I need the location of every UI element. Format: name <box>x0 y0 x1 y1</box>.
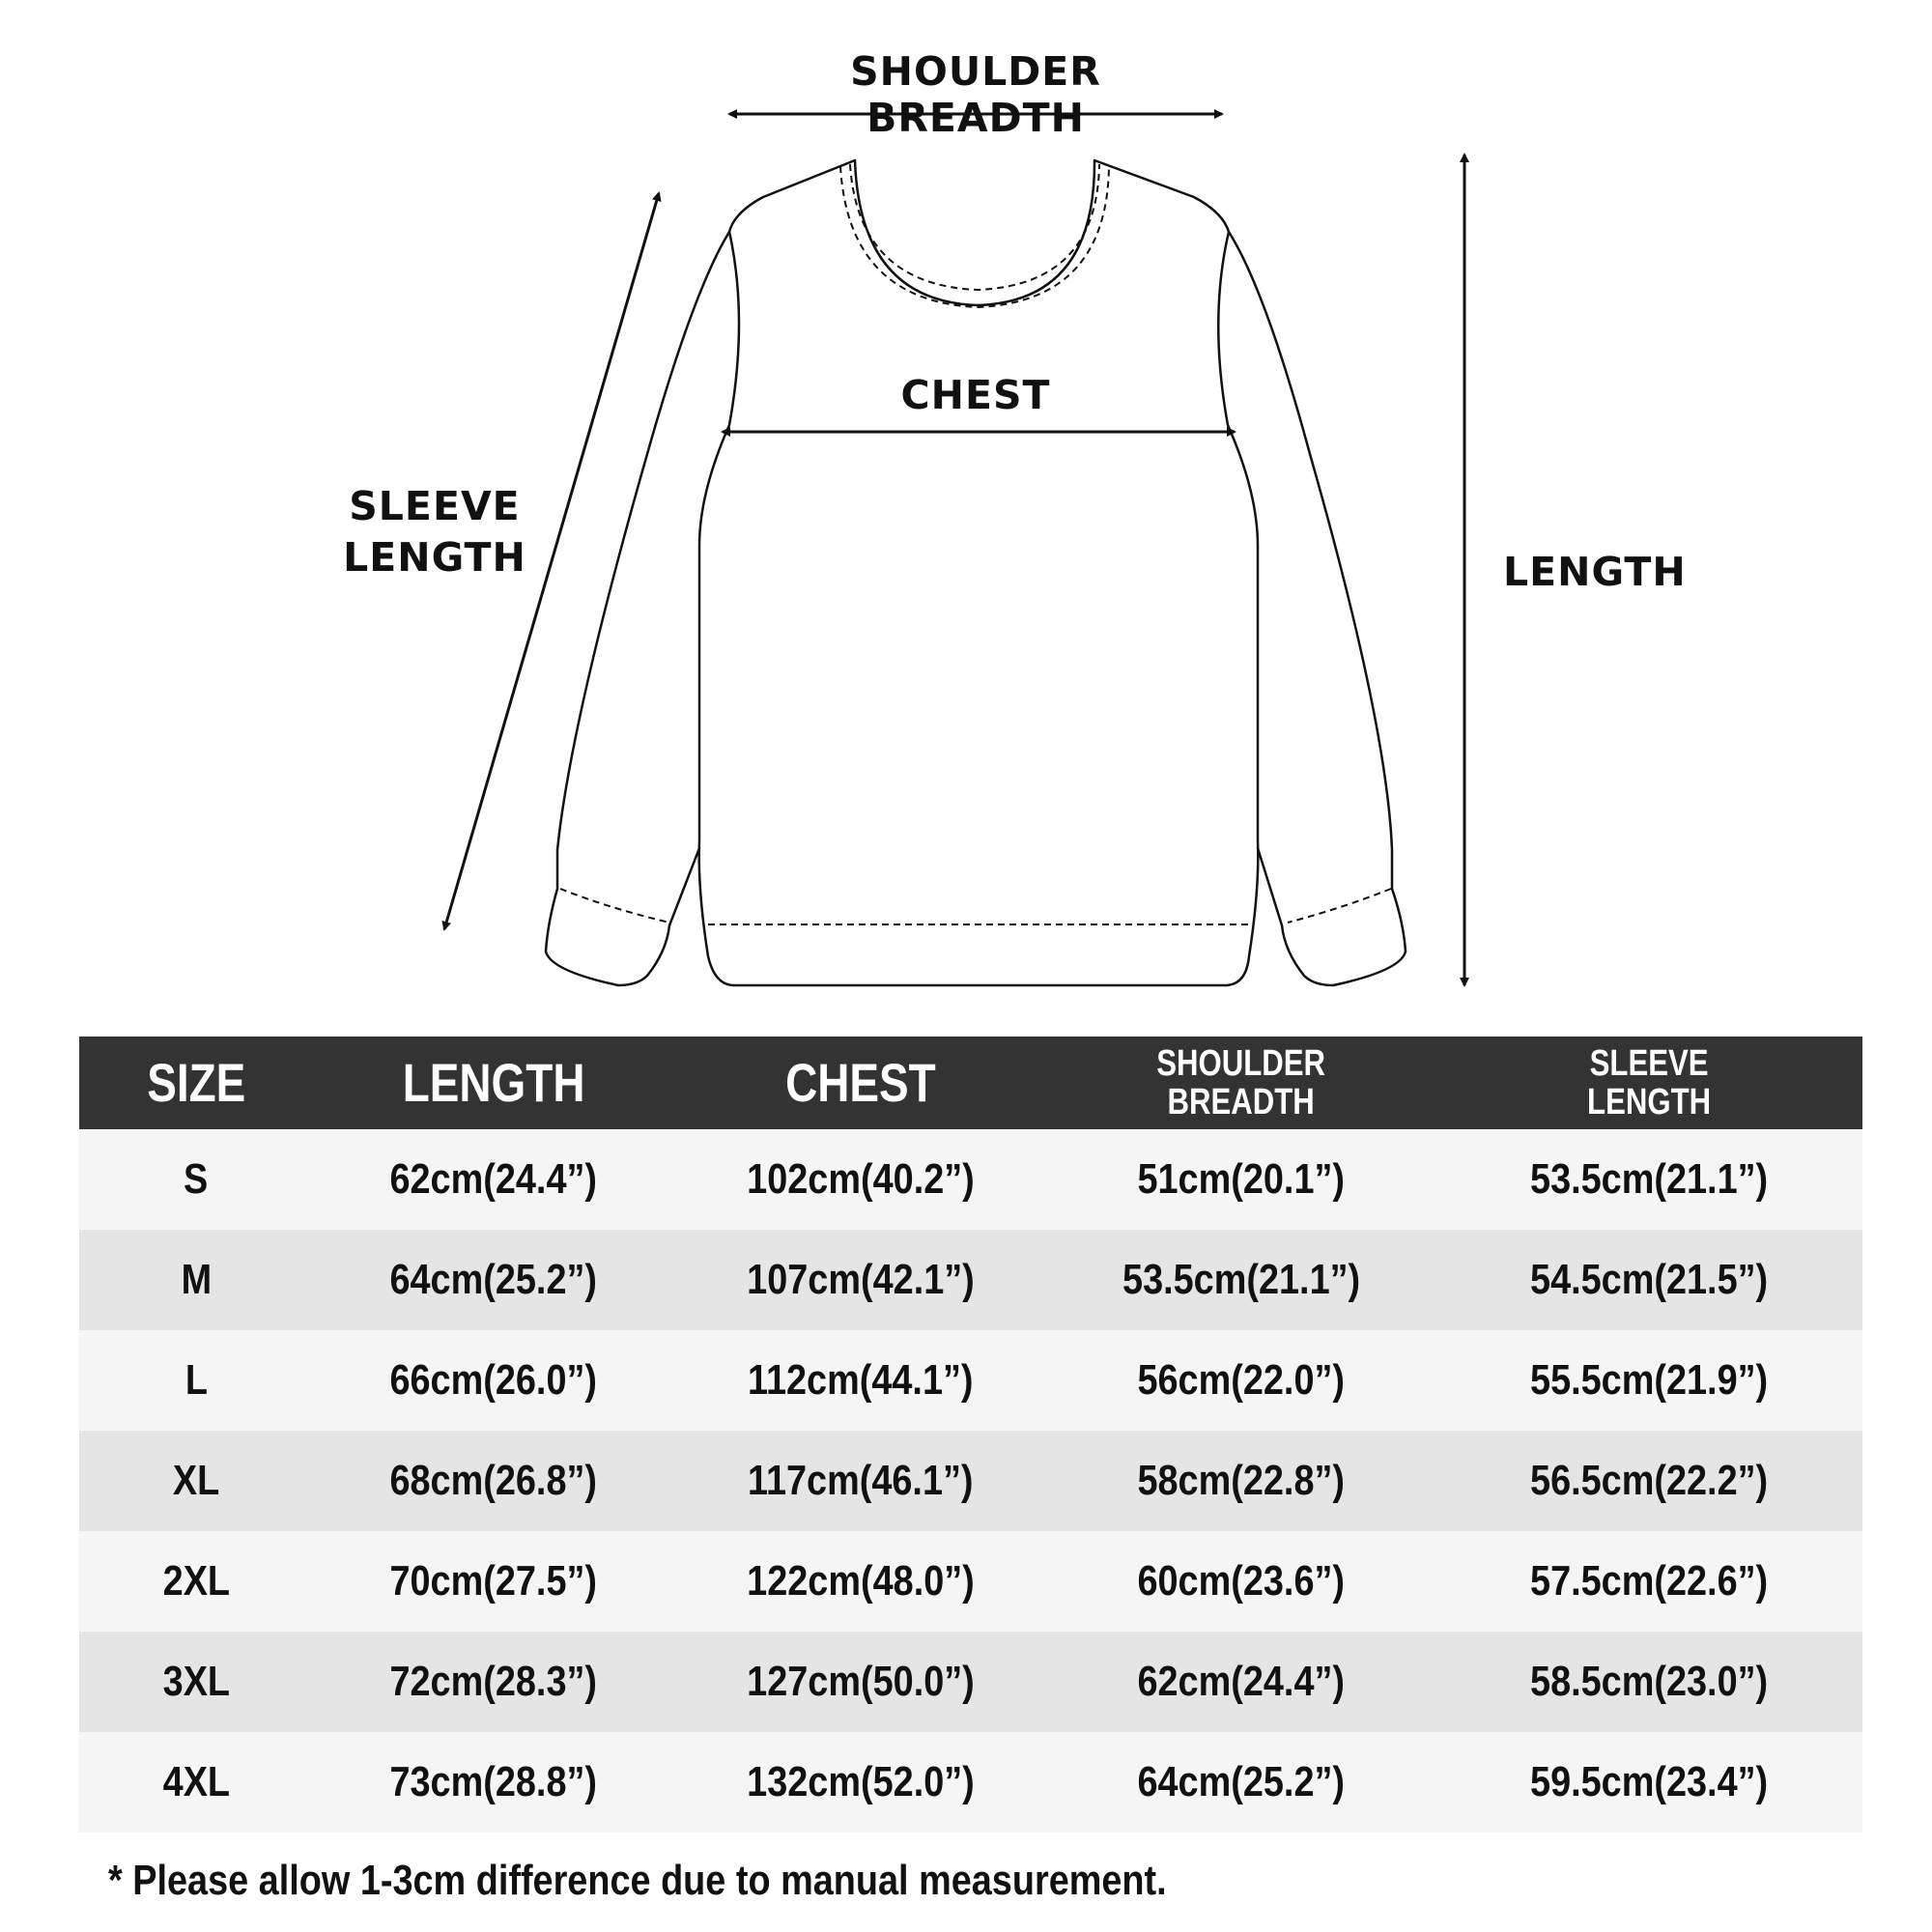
table-row <box>79 1431 1862 1531</box>
header-sleeve-length: SLEEVE LENGTH <box>1435 1037 1862 1129</box>
table-row <box>79 1129 1862 1230</box>
header-chest: CHEST <box>674 1037 1047 1129</box>
cell-shoulder-breadth: 56cm(22.0”) <box>1047 1330 1435 1431</box>
cell-size: 4XL <box>79 1732 313 1833</box>
cell-chest: 107cm(42.1”) <box>674 1230 1047 1330</box>
cell-length: 66cm(26.0”) <box>313 1330 674 1431</box>
cell-chest: 122cm(48.0”) <box>674 1531 1047 1632</box>
right-sleeve <box>1229 232 1406 985</box>
table-row <box>79 1330 1862 1431</box>
left-sleeve <box>546 232 729 985</box>
header-size: SIZE <box>79 1037 313 1129</box>
collar-stitch <box>840 166 1109 307</box>
cell-chest: 127cm(50.0”) <box>674 1632 1047 1732</box>
cell-size: XL <box>79 1431 313 1531</box>
cell-shoulder-breadth: 53.5cm(21.1”) <box>1047 1230 1435 1330</box>
table-row <box>79 1732 1862 1833</box>
cell-size: 3XL <box>79 1632 313 1732</box>
table-row <box>79 1531 1862 1632</box>
cell-size: M <box>79 1230 313 1330</box>
cell-size: S <box>79 1129 313 1230</box>
cell-sleeve-length: 53.5cm(21.1”) <box>1435 1129 1862 1230</box>
table-row <box>79 1230 1862 1330</box>
cell-sleeve-length: 59.5cm(23.4”) <box>1435 1732 1862 1833</box>
cell-length: 70cm(27.5”) <box>313 1531 674 1632</box>
cell-size: L <box>79 1330 313 1431</box>
size-chart-table <box>79 1037 1862 1833</box>
header-shoulder-breadth: SHOULDER BREADTH <box>1047 1037 1435 1129</box>
cell-chest: 117cm(46.1”) <box>674 1431 1047 1531</box>
header-length: LENGTH <box>313 1037 674 1129</box>
cell-length: 73cm(28.8”) <box>313 1732 674 1833</box>
cell-chest: 102cm(40.2”) <box>674 1129 1047 1230</box>
sweatshirt-body <box>699 160 1259 985</box>
cell-shoulder-breadth: 62cm(24.4”) <box>1047 1632 1435 1732</box>
cell-sleeve-length: 56.5cm(22.2”) <box>1435 1431 1862 1531</box>
table-row <box>79 1632 1862 1732</box>
right-cuff-stitch <box>1288 889 1391 923</box>
label-length: LENGTH <box>1503 549 1687 595</box>
cell-sleeve-length: 58.5cm(23.0”) <box>1435 1632 1862 1732</box>
cell-sleeve-length: 54.5cm(21.5”) <box>1435 1230 1862 1330</box>
cell-length: 68cm(26.8”) <box>313 1431 674 1531</box>
cell-shoulder-breadth: 64cm(25.2”) <box>1047 1732 1435 1833</box>
cell-shoulder-breadth: 58cm(22.8”) <box>1047 1431 1435 1531</box>
cell-length: 64cm(25.2”) <box>313 1230 674 1330</box>
table-header-row <box>79 1037 1862 1129</box>
label-sleeve-length-1: SLEEVE <box>349 483 521 529</box>
left-cuff-stitch <box>560 889 669 923</box>
label-chest: CHEST <box>900 372 1051 418</box>
cell-size: 2XL <box>79 1531 313 1632</box>
label-shoulder-breadth: SHOULDER BREADTH <box>850 48 1101 141</box>
label-sleeve-length-2: LENGTH <box>343 534 526 581</box>
cell-shoulder-breadth: 60cm(23.6”) <box>1047 1531 1435 1632</box>
cell-length: 62cm(24.4”) <box>313 1129 674 1230</box>
table-body <box>79 1129 1862 1833</box>
cell-length: 72cm(28.3”) <box>313 1632 674 1732</box>
cell-shoulder-breadth: 51cm(20.1”) <box>1047 1129 1435 1230</box>
cell-chest: 132cm(52.0”) <box>674 1732 1047 1833</box>
measurement-note: * Please allow 1-3cm difference due to manual measurement. <box>108 1857 1167 1904</box>
cell-chest: 112cm(44.1”) <box>674 1330 1047 1431</box>
cell-sleeve-length: 57.5cm(22.6”) <box>1435 1531 1862 1632</box>
cell-sleeve-length: 55.5cm(21.9”) <box>1435 1330 1862 1431</box>
